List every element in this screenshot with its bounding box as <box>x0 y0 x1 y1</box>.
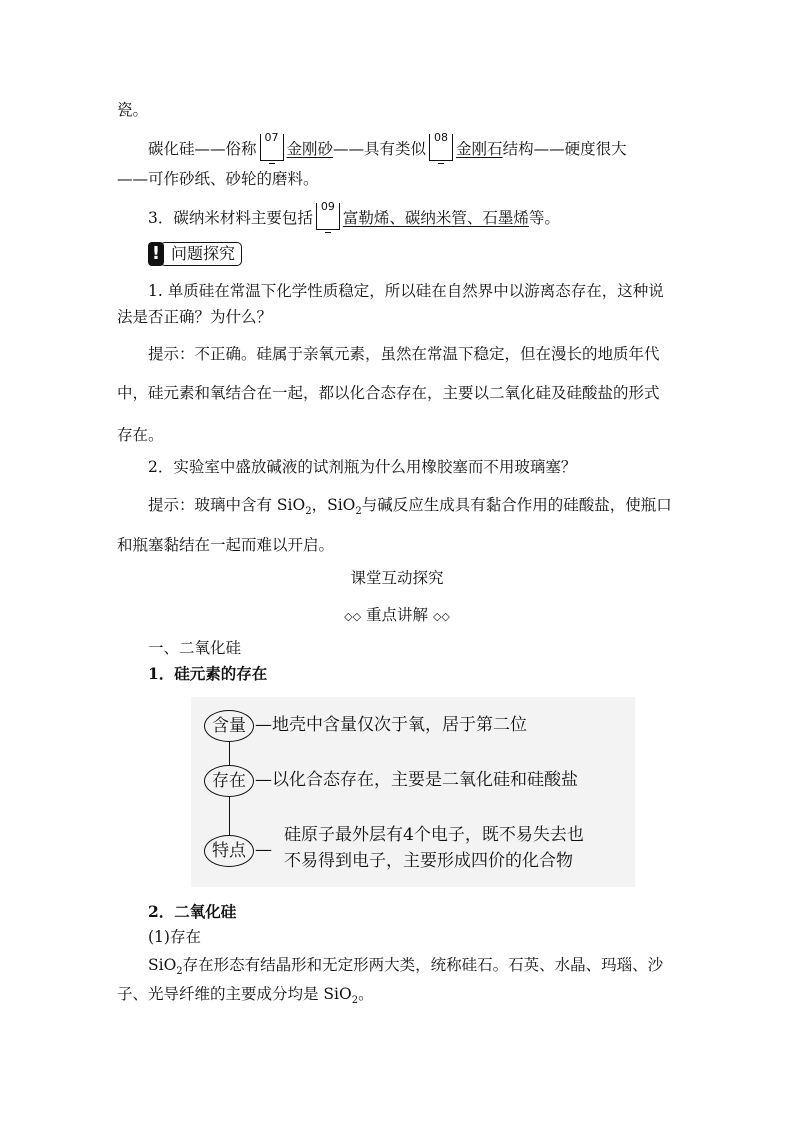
text-line: 存在。 <box>117 426 164 444</box>
question-badge <box>148 240 257 268</box>
section-title: 课堂互动探究 <box>350 569 444 587</box>
silicon-existence-diagram <box>191 697 635 887</box>
sic-line <box>148 131 627 161</box>
text-line: ——可作砂纸、砂轮的磨料。 <box>117 170 319 188</box>
node-desc: —以化合态存在，主要是二氧化硅和硅酸盐 <box>255 770 578 790</box>
text-line: 中，硅元素和氧结合在一起，都以化合态存在，主要以二氧化硅及硅酸盐的形式 <box>117 384 660 402</box>
answer-box-08: 08 <box>429 134 453 161</box>
node-feature: 特点 <box>204 835 254 867</box>
text-fragment: 结构——硬度很大 <box>502 140 627 158</box>
text-line: 瓷。 <box>117 101 149 119</box>
carbon-nano-line <box>148 200 560 230</box>
diamond-ornament: ◇◇ <box>432 610 450 623</box>
heading-2: 1．硅元素的存在 <box>148 664 268 683</box>
badge-label: 问题探究 <box>160 242 242 266</box>
node-content: 含量 <box>204 710 254 742</box>
node-desc: 硅原子最外层有4个电子，既不易失去也 <box>284 825 584 845</box>
text-line: 和瓶塞黏结在一起而难以开启。 <box>117 536 335 554</box>
node-desc: —地壳中含量仅次于氧，居于第二位 <box>255 715 527 735</box>
answer-text: 富勒烯、碳纳米管、石墨烯 <box>342 209 529 227</box>
answer-text: 金刚石 <box>456 140 503 158</box>
subheading <box>0 604 794 628</box>
node-dash: — <box>255 840 272 860</box>
connector-line <box>229 797 230 835</box>
heading-3: 2．二氧化硅 <box>148 902 237 921</box>
heading-1: 一、二氧化硅 <box>148 639 242 657</box>
text-line: 法是否正确？为什么？ <box>117 308 273 326</box>
connector-line <box>229 741 230 765</box>
question-1: 1. 单质硅在常温下化学性质稳定，所以硅在自然界中以游离态存在，这种说 <box>148 282 664 300</box>
text-fragment: 3．碳纳米材料主要包括 <box>148 209 313 227</box>
node-desc: 不易得到电子，主要形成四价的化合物 <box>284 851 573 871</box>
answer-box-07: 07 <box>260 134 284 161</box>
text-line: 子、光导纤维的主要成分均是 SiO$_2$。 <box>117 985 374 1007</box>
answer-1: 提示：不正确。硅属于亲氧元素，虽然在常温下稳定，但在漫长的地质年代 <box>148 345 660 363</box>
diamond-ornament: ◇◇ <box>344 610 362 623</box>
text-line: SiO$_2$存在形态有结晶形和无定形两大类，统称硅石。石英、水晶、玛瑙、沙 <box>148 956 664 978</box>
exclamation-icon: ! <box>148 242 164 266</box>
question-2: 2．实验室中盛放碱液的试剂瓶为什么用橡胶塞而不用玻璃塞？ <box>148 458 577 476</box>
text-fragment: 等。 <box>528 209 560 227</box>
answer-text: 金刚砂 <box>286 140 334 158</box>
subheading-text: 重点讲解 <box>365 606 428 624</box>
text-fragment: 碳化硅——俗称 <box>148 140 257 158</box>
answer-2: 提示：玻璃中含有 SiO$_2$，SiO$_2$与碱反应生成具有黏合作用的硅酸盐，使瓶口 <box>148 496 672 518</box>
heading-4: (1)存在 <box>148 928 201 946</box>
answer-box-09: 09 <box>316 203 340 230</box>
text-fragment: ——具有类似 <box>333 140 427 158</box>
node-existence: 存在 <box>204 765 254 797</box>
